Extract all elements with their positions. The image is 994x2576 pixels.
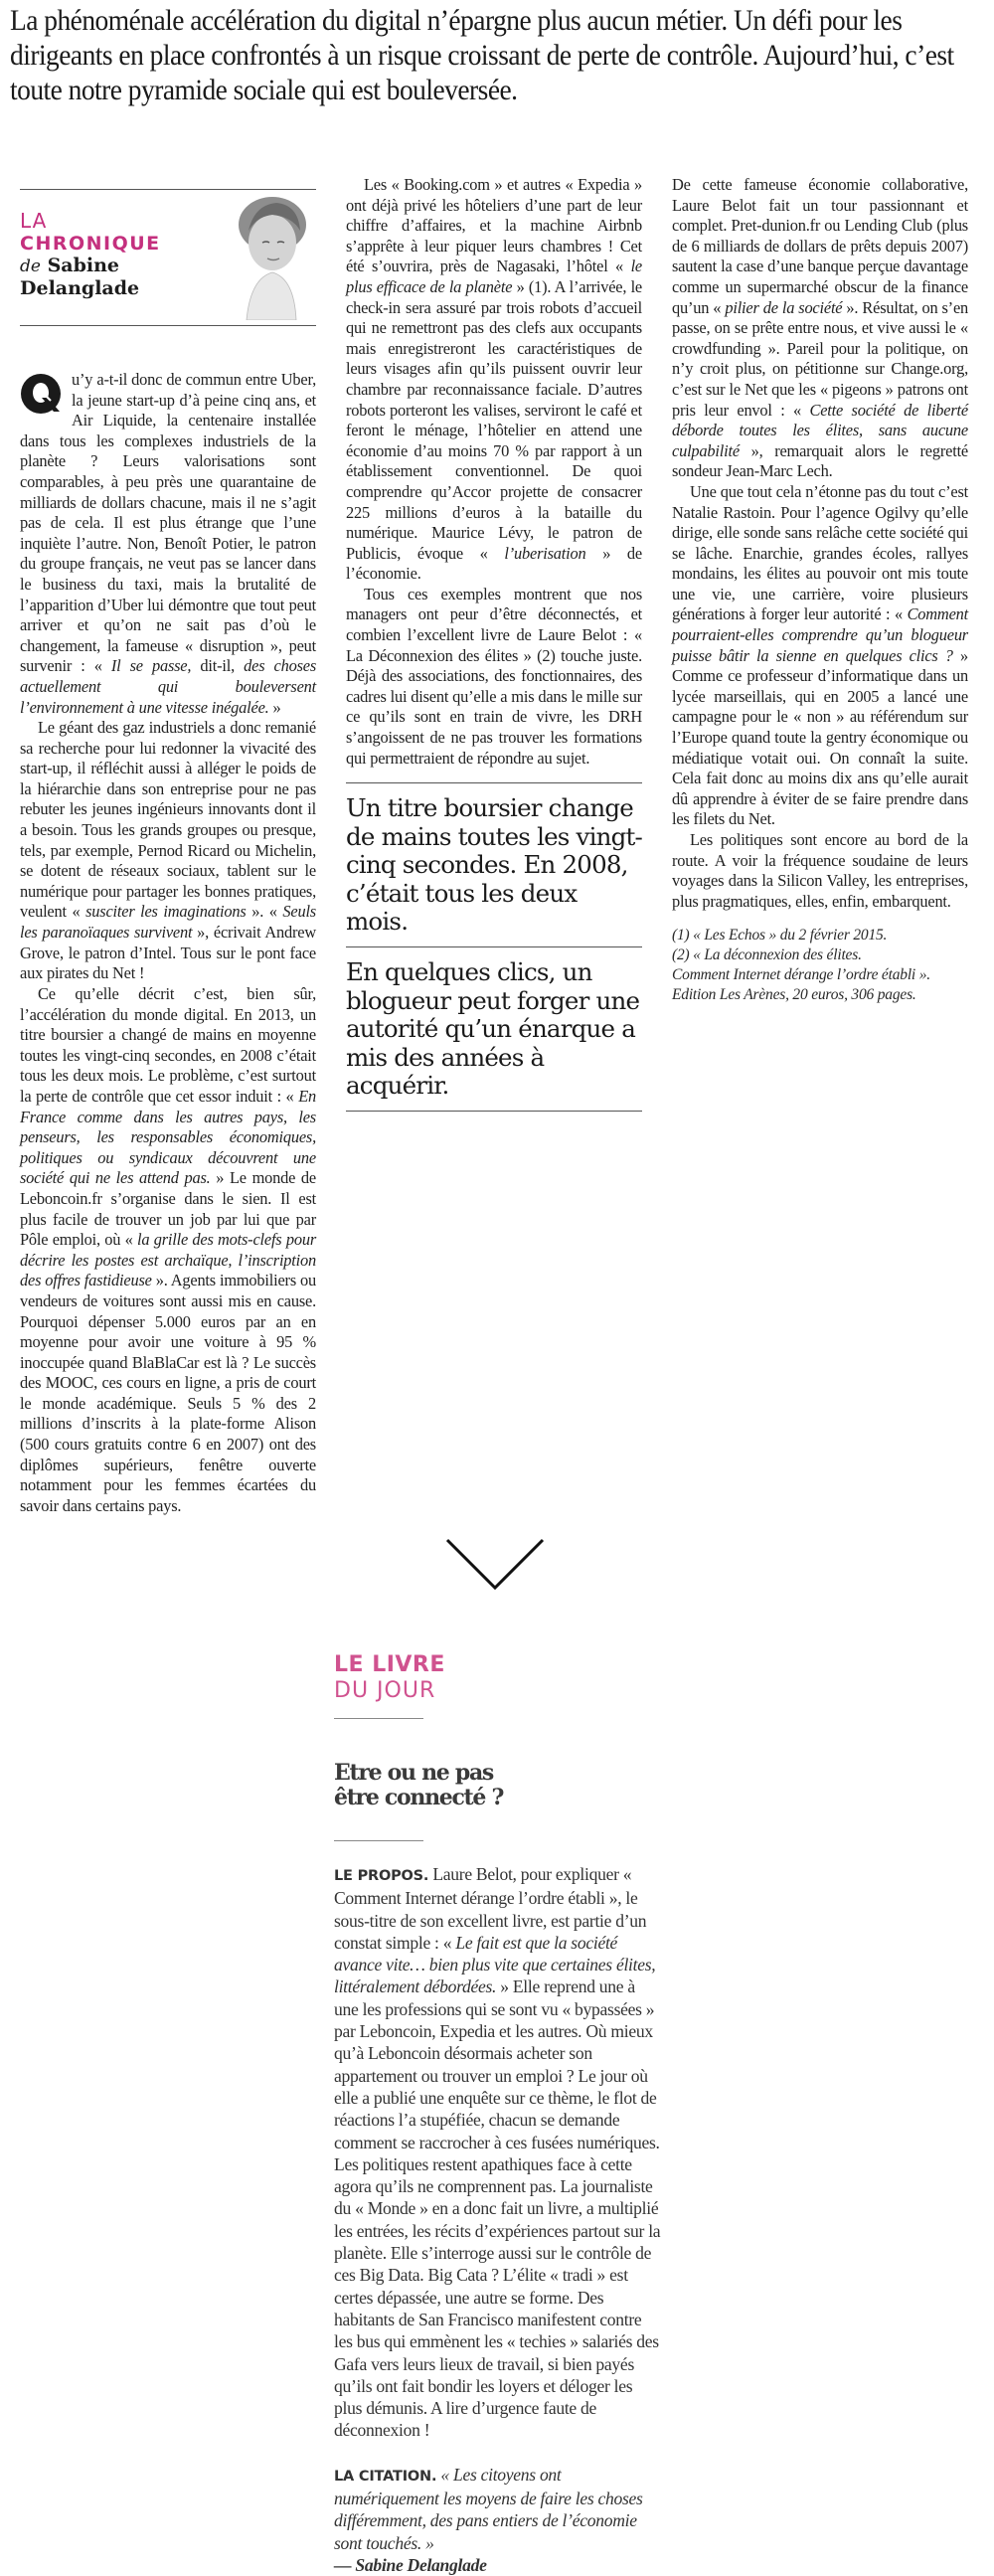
divider [346, 946, 642, 947]
text-run: » (1). A l’arrivée, le check-in sera assuré par trois robots d’accueil qui ne remettront pas des clefs aux occupants mais enregistreront les caractéristiques de leurs visages afin qu’ils puissent ouvrir leur chambre par reconnaissance faciale. D’autres robots porteront les valises, serviront le café et feront le ménage, l’hôtelier en attend une économie d’au moins 70 % par rapport à un établissement conventionnel. De quoi comprendre qu’Accor projette de consacrer 225 millions d’euros à la bataille du numérique. Maurice Lévy, le patron de Publicis, évoque « [346, 276, 642, 563]
text-run: ». Agents immobiliers ou vendeurs de voitures sont aussi mis en cause. Pourquoi dépenser 5.000 euros par an en moyenne pour avoir une voiture à 95 % inoccupée quand BlaBlaCar est là ? Le succès des MOOC, ces cours en ligne, a pris de court le monde académique. Seuls 5 % des 2 millions d’inscrits à la plate-forme Alison (500 cours gratuits contre 6 en 2007) ont des diplômes supérieurs, fenêtre ouverte notamment pour les femmes écartées du savoir dans certains pays. [20, 1271, 316, 1515]
text-run: » de l’économie. [346, 543, 642, 584]
book-tag-line2: DU JOUR [334, 1678, 436, 1703]
q-dropcap-icon [20, 372, 64, 418]
article-column-1 [20, 370, 316, 984]
quote-run: « Les citoyens ont numériquement les moyens de faire les choses différemment, des pans entiers de l’économie sont touchés. » [334, 2464, 643, 2553]
by-prefix: de [20, 257, 41, 276]
divider [20, 189, 316, 190]
article-paragraph [672, 175, 968, 482]
book-tag-line1: LE LIVRE [334, 1652, 445, 1677]
footnote: Edition Les Arènes, 20 euros, 306 pages. [672, 986, 916, 1004]
chronique-label-top: LA [20, 209, 48, 233]
text-run: dit-il, [191, 656, 245, 676]
author-byline [20, 255, 161, 299]
article-column-1-lower [20, 984, 316, 1516]
quote-run: En France comme dans les autres pays, les penseurs, les responsables économiques, politiques ou syndicaux découvrent une société qui ne les attend pas. [20, 1086, 316, 1188]
text-run: Une que tout cela n’étonne pas du tout c’est Natalie Rastoin. Pour l’agence Ogilvy qu’elle dirige, elle sonde sans relâche cette société qui se lâche. Enarchie, grandes écoles, rallyes mondains, les élites au pouvoir ont mis toute une vie, une carrière, voire plusieurs générations à forger leur autorité : « [672, 481, 968, 624]
divider [334, 1840, 423, 1841]
divider [20, 325, 316, 326]
text-run: » Comme ce professeur d’informatique dans un lycée marseillais, qui en 2005 a lancé une campagne pour le « non » au référendum sur l’Europe quand toute la gentry économique ou médiatique votait oui. On connaît la suite. Cela fait donc au moins dix ans qu’elle aurait dû apprendre à éviter de se faire prendre dans les filets du Net. [672, 645, 968, 829]
text-run: », remarquait alors le regretté sondeur Jean-Marc Lech. [672, 440, 968, 481]
text-run: u’y a-t-il donc de commun entre Uber, la jeune start-up d’à peine cinq ans, et Air Liquide, la centenaire installée dans tous les complexes industriels de la planète ? Leurs valorisations sont comparables, à peu près une quarantaine de milliards de dollars chacune, mais il ne s’agit pas de cela. Il est plus étrange que l’une inquiète l’autre. Non, Benoît Potier, le patron du groupe français, ne veut pas se lancer dans le business du taxi, mais la brutalité de l’apparition d’Uber lui démontre que tout peut arriver et qu’on ne sait pas d’où le changement, la fameuse « disruption », peut survenir : « [20, 370, 316, 676]
text-run: ». « [246, 902, 283, 922]
author-first-name: Sabine [47, 255, 120, 276]
footnote: (2) « La déconnexion des élites. [672, 946, 862, 964]
chevron-down-icon [445, 1536, 545, 1592]
divider [334, 1718, 423, 1719]
quote-run: l’uberisation [504, 543, 586, 563]
article-column-2 [346, 175, 642, 769]
text-run: De cette fameuse économie collaborative, Laure Belot fait un tour passionnant et complet. Pret-dunion.fr ou Lending Club (plus de 6 milliards de dollars de prêts depuis 2007) sautent la case d’une banque perçue davantage comme un supermarché obscur de la finance qu’un « [672, 175, 968, 317]
pull-quote: En quelques clics, un blogueur peut forger une autorité qu’un énarque a mis des années à acquérir. [346, 957, 640, 1100]
chronique-header [20, 209, 161, 299]
quote-run: Seuls les paranoïaques survivent [20, 902, 316, 943]
quote-run: le plus efficace de la planète [346, 257, 642, 296]
article-paragraph: Les politiques sont encore au bord de la route. A voir la fréquence soudaine de leurs voyages dans la Silicon Valley, les entreprises, plus pragmatiques, elles, enfin, embarquent. [672, 830, 968, 911]
book-title-line1: Etre ou ne pas [334, 1760, 493, 1786]
text-run: », écrivait Andrew Grove, le patron d’Intel. Tous sur le pont face aux pirates du Net ! [20, 923, 316, 983]
quote-run: la grille des mots-clefs pour décrire les postes est archaïque, l’inscription des offres fastidieuse [20, 1230, 317, 1290]
text-run: Les « Booking.com » et autres « Expedia » ont déjà privé les hôteliers d’une part de leur chiffre d’affaires, et la machine Airbnb s’apprête à leur piquer leurs chambres ! Cet été s’ouvrira, près de Nagasaki, l’hôtel « [346, 175, 642, 276]
book-title-line2: être connecté ? [334, 1785, 504, 1810]
footnote: Comment Internet dérange l’ordre établi ». [672, 966, 930, 984]
footnote: (1) « Les Echos » du 2 février 2015. [672, 927, 888, 945]
article-paragraph [672, 482, 968, 830]
chronique-label: CHRONIQUE [20, 233, 161, 255]
quote-run: Cette société de liberté déborde toutes les élites, sans aucune culpabilité [672, 400, 968, 460]
divider [346, 1111, 642, 1112]
article-paragraph [20, 984, 316, 1516]
quote-run: susciter les imaginations [85, 902, 247, 922]
citation-label: LA CITATION. [334, 2468, 437, 2485]
propos-label: LE PROPOS. [334, 1868, 429, 1884]
citation-signature: — Sabine Delanglade [334, 2554, 487, 2575]
book-review [334, 1863, 662, 2576]
article-paragraph [346, 175, 642, 585]
quote-run: Comment pourraient-elles comprendre qu’un blogueur puisse bâtir la sienne en quelques clics ? [672, 604, 968, 665]
article-paragraph [20, 718, 316, 984]
article-paragraph [20, 370, 316, 718]
text-run: Ce qu’elle décrit c’est, bien sûr, l’accélération du monde digital. En 2013, un titre boursier a changé de mains en moyenne toutes les vingt-cinq secondes, en 2008 c’était tous les deux mois. Le problème, c’est surtout la perte de contrôle que cet essor induit : « [20, 984, 316, 1106]
quote-run: des choses actuellement qui bouleversent l’environnement à une vitesse inégalée. [20, 656, 316, 717]
book-title [334, 1761, 503, 1810]
article-column-3 [672, 175, 968, 1005]
quote-run: pilier de la société [725, 297, 843, 317]
text-run: Laure Belot, pour expliquer « Comment Internet dérange l’ordre établi », le sous-titre de son excellent livre, est partie d’un constat simple : « [334, 1864, 647, 1953]
author-portrait [233, 191, 312, 320]
book-citation [334, 2464, 662, 2554]
quote-run: Le fait est que la société avance vite… bien plus vite que certaines élites, littéralement débordées. [334, 1932, 656, 1997]
book-of-the-day-label [334, 1652, 445, 1704]
text-run: ». Résultat, on s’en passe, on se prête entre nous, et vive aussi le « crowdfunding ». Pareil pour la politique, on n’y croit plus, on pétitionne sur Change.org, c’est sur le Net que les « pigeons » patrons ont pris leur envol : « [672, 297, 969, 420]
divider [346, 782, 642, 783]
author-last-name: Delanglade [20, 277, 140, 299]
book-propos [334, 1863, 662, 2442]
lead-paragraph: La phénoménale accélération du digital n’épargne plus aucun métier. Un défi pour les dirigeants en place confrontés à un risque croissant de perte de contrôle. Aujourd’hui, c’est toute notre pyramide sociale qui est bouleversée. [10, 5, 954, 106]
footnotes [672, 926, 968, 1005]
text-run: » Elle reprend une à une les professions qui se sont vu « bypassées » par Leboncoin, Expedia et les autres. Où mieux qu’à Leboncoin désormais acheter son appartement ou trouver un emploi ? Le jour où elle a publié une enquête sur ce thème, le flot de réactions l’a stupéfiée, chacun se demande comment se raccrocher à ces fusées numériques. Les politiques restent apathiques face à cette agora qu’ils ne comprennent pas. La journaliste du « Monde » en a donc fait un livre, a multiplié les entrées, les récits d’expériences partout sur la planète. Elle s’interroge aussi sur le contrôle de ces Big Data. Big Cata ? L’élite « tradi » est certes dépassée, une autre se forme. Des habitants de San Francisco manifestent contre les bus qui emmènent les « techies » salariés des Gafa vers leurs lieux de travail, si bien payés qu’ils ont fait bondir les loyers et déloger les plus démunis. A lire d’urgence faute de déconnexion ! [334, 1976, 661, 2441]
text-run: » Le monde de Leboncoin.fr s’organise dans le sien. Il est plus facile de trouver un job par lui que par Pôle emploi, où « [20, 1168, 317, 1250]
text-run: Le géant des gaz industriels a donc remanié sa recherche pour lui redonner la vivacité des start-up, il réfléchit aussi à alléger le poids de la hiérarchie dans son entreprise pour ne pas rebuter les jeunes ingénieurs innovants dont il a besoin. Tous les grands groupes ou presque, tels, par exemple, Pernod Ricard ou Michelin, se dotent de réseaux sociaux, tablent sur le numérique pour partager les bonnes pratiques, veulent « [20, 718, 316, 922]
pull-quote: Un titre boursier change de mains toutes les vingt-cinq secondes. En 2008, c’était tous les deux mois. [346, 793, 643, 936]
article-paragraph: Tous ces exemples montrent que nos managers ont peur d’être déconnectés, et combien l’excellent livre de Laure Belot : « La Déconnexion des élites » (2) touche juste. Déjà des associations, des fonctionnaires, des cadres lui disent qu’elle a mis dans le mille sur ce qu’ils sont en train de vivre, les DRH s’angoissent de ne pas trouver les formations qui permettraient de répondre au sujet. [346, 584, 642, 768]
quote-run: Il se passe, [110, 656, 192, 676]
text-run: » [268, 697, 281, 717]
